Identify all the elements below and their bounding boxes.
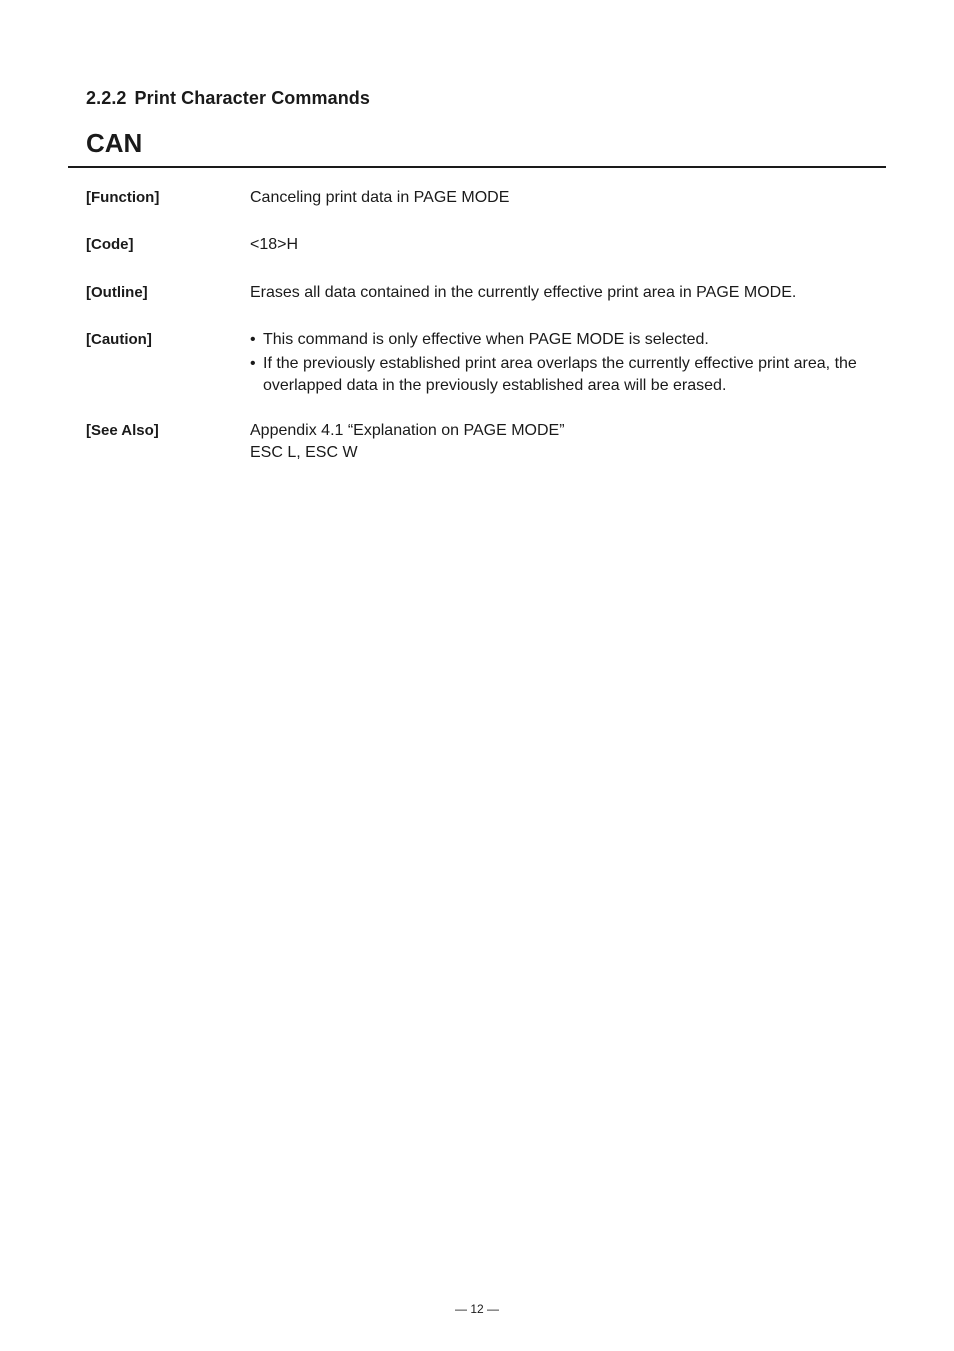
caution-item-text: If the previously established print area overlaps the currently effective print area, the overlapped data in the previously established area will be erased. bbox=[263, 355, 857, 394]
command-title: CAN bbox=[86, 128, 143, 158]
caution-list bbox=[250, 329, 895, 397]
bullet-icon: • bbox=[250, 331, 256, 348]
caution-item-text: This command is only effective when PAGE MODE is selected. bbox=[263, 331, 709, 348]
caution-item bbox=[250, 329, 895, 351]
title-divider bbox=[68, 166, 886, 168]
function-value: Canceling print data in PAGE MODE bbox=[250, 189, 510, 206]
code-label: [Code] bbox=[86, 236, 134, 253]
see-also-label: [See Also] bbox=[86, 422, 159, 439]
caution-item bbox=[250, 353, 895, 397]
page-number: — 12 — bbox=[454, 1302, 499, 1316]
section-number: 2.2.2 bbox=[86, 88, 127, 108]
caution-label: [Caution] bbox=[86, 331, 152, 348]
bullet-icon: • bbox=[250, 355, 256, 372]
see-also-line: ESC L, ESC W bbox=[250, 444, 358, 461]
caution-value bbox=[250, 329, 895, 399]
code-value: <18>H bbox=[250, 236, 299, 253]
section-heading bbox=[86, 88, 370, 109]
outline-label: [Outline] bbox=[86, 284, 148, 301]
section-title: Print Character Commands bbox=[134, 88, 371, 108]
function-label: [Function] bbox=[86, 189, 160, 206]
see-also-value bbox=[250, 420, 895, 464]
see-also-line: Appendix 4.1 “Explanation on PAGE MODE” bbox=[250, 422, 565, 439]
outline-value: Erases all data contained in the currently effective print area in PAGE MODE. bbox=[250, 284, 797, 301]
